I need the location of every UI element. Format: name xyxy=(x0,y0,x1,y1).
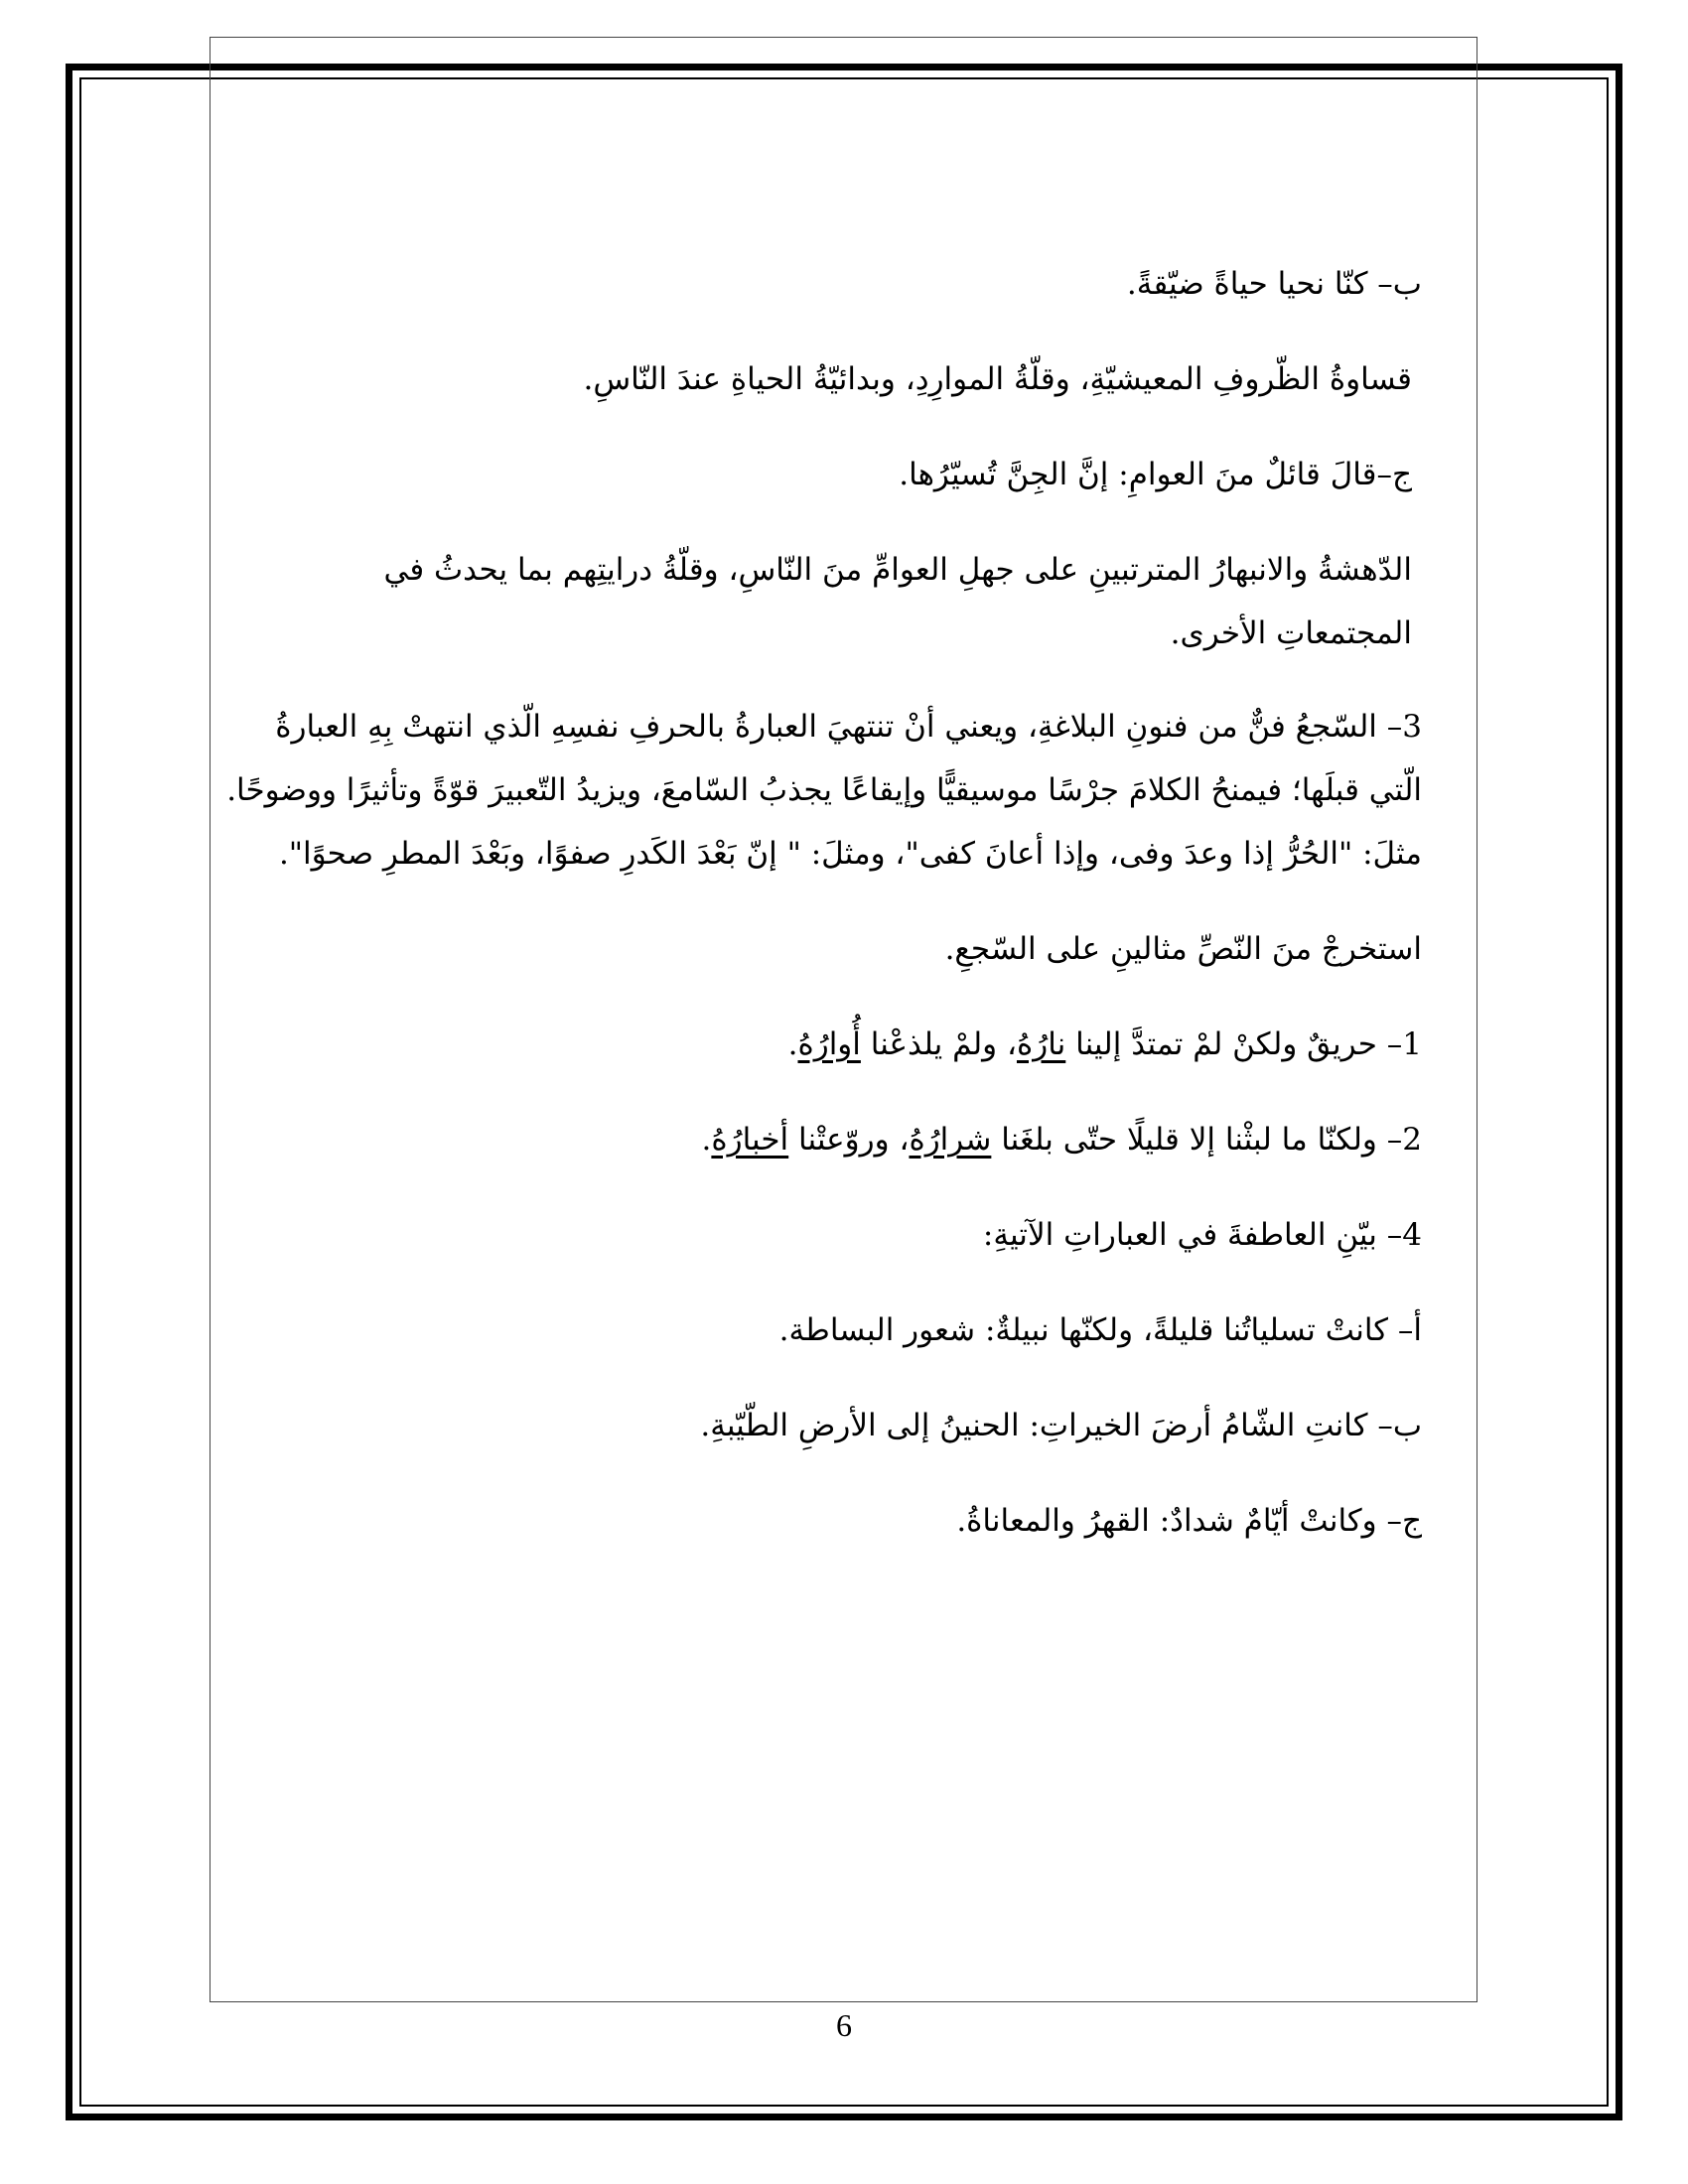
example-1-underlined-2: أُوارُهُ xyxy=(797,1026,861,1062)
question-4: 4– بيّنِ العاطفةَ في العباراتِ الآتيةِ: xyxy=(982,1217,1422,1253)
question-3-line-2: الّتي قبلَها؛ فيمنحُ الكلامَ جرْسًا موسيقيًّا وإيقاعًا يجذبُ السّامعَ، ويزيدُ التّعبيرَ قوّةً وتأثيرًا ووضوحًا. xyxy=(226,772,1422,808)
question-4-a: أ– كانتْ تسلياتُنا قليلةً، ولكنّها نبيلةٌ: شعور البساطة. xyxy=(778,1312,1422,1348)
question-4-b: ب– كانتِ الشّامُ أرضَ الخيراتِ: الحنينُ إلى الأرضِ الطّيّبةِ. xyxy=(700,1408,1422,1443)
example-1 xyxy=(234,1021,1422,1068)
answer-j xyxy=(234,546,1422,657)
question-3 xyxy=(226,703,1422,878)
example-2-part-a: 2– ولكنّا ما لبثْنا إلا قليلًا حتّى بلغَنا xyxy=(991,1122,1422,1158)
question-4-j: ج– وكانتْ أيّامٌ شدادٌ: القهرُ والمعاناةُ. xyxy=(956,1503,1422,1539)
example-1-part-c: . xyxy=(787,1026,798,1062)
question-b-line: ب– كنّا نحيا حياةً ضيّقةً. xyxy=(1126,266,1422,302)
example-2-part-c: . xyxy=(701,1122,712,1158)
example-1-underlined-1: نارُهُ xyxy=(1016,1026,1066,1062)
question-j-line: ج–قالَ قائلٌ منَ العوامِ: إنَّ الجِنَّ تُسيّرُها. xyxy=(899,457,1412,492)
question-3-task: استخرجْ منَ النّصِّ مثالينِ على السّجعِ. xyxy=(944,931,1422,967)
question-3-line-1: 3– السّجعُ فنٌّ من فنونِ البلاغةِ، ويعني أنْ تنتهيَ العبارةُ بالحرفِ نفسِهِ الّذي انتهتْ بِهِ العبارةُ xyxy=(275,709,1422,745)
page-number: 6 xyxy=(836,2007,852,2043)
document-body xyxy=(226,260,1422,1545)
example-2 xyxy=(234,1116,1422,1163)
example-2-part-b: ، وروّعتْنا xyxy=(788,1122,910,1158)
question-3-line-3: مثلَ: "الحُرُّ إذا وعدَ وفى، وإذا أعانَ كفى"، ومثلَ: " إنّ بَعْدَ الكَدرِ صفوًا، وبَعْدَ المطرِ صحوًا". xyxy=(278,836,1422,872)
example-2-underlined-2: أخبارُهُ xyxy=(711,1122,789,1158)
answer-j-line-2: المجتمعاتِ الأخرى. xyxy=(1170,615,1412,651)
answer-b: قساوةُ الظّروفِ المعيشيّةِ، وقلّةُ الموارِدِ، وبدائيّةُ الحياةِ عندَ النّاسِ. xyxy=(583,361,1412,397)
example-1-part-b: ، ولمْ يلذعْنا xyxy=(860,1026,1017,1062)
example-1-part-a: 1– حريقٌ ولكنْ لمْ تمتدَّ إلينا xyxy=(1065,1026,1422,1062)
answer-j-line-1: الدّهشةُ والانبهارُ المترتبينِ على جهلِ العوامِّ منَ النّاسِ، وقلّةُ درايتِهم بما يحدثُ في xyxy=(383,552,1412,588)
example-2-underlined-1: شرارُهُ xyxy=(909,1122,992,1158)
